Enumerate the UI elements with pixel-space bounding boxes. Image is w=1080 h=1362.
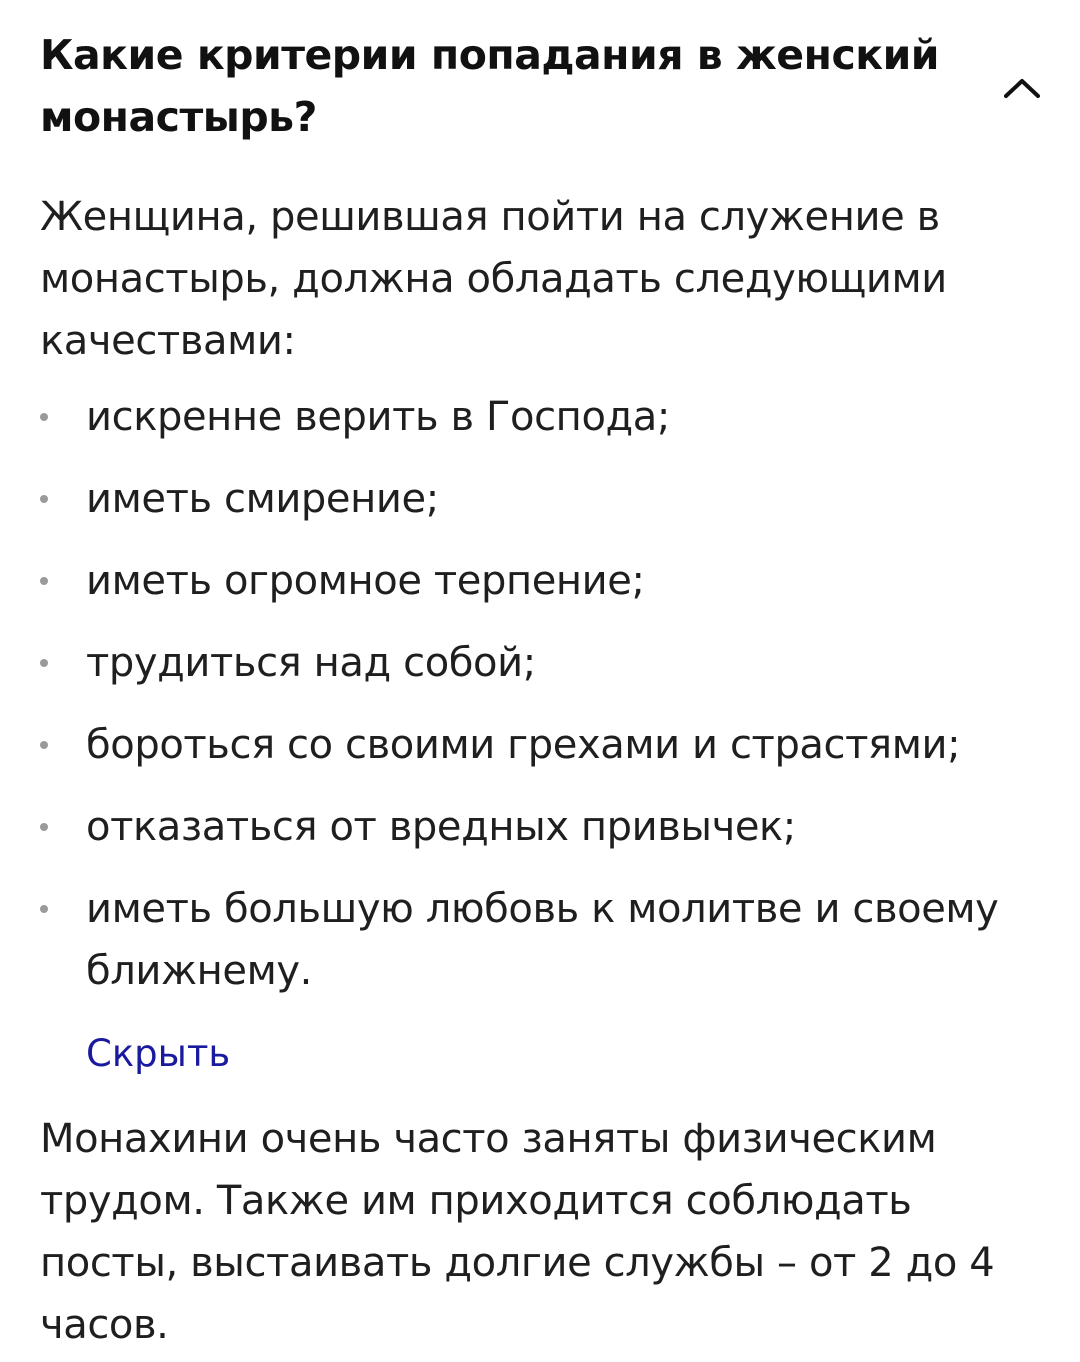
bullet-icon <box>40 413 48 421</box>
list-item-text: отказаться от вредных привычек; <box>86 804 796 850</box>
faq-header[interactable] <box>40 24 1040 148</box>
list-item <box>40 796 1040 858</box>
list-item <box>40 714 1040 776</box>
collapse-toggle-button[interactable] <box>994 64 1050 112</box>
list-item <box>40 632 1040 694</box>
list-item-text: иметь большую любовь к молитве и своему ближнему. <box>86 886 999 994</box>
hide-link[interactable]: Скрыть <box>86 1032 231 1075</box>
list-item-text: иметь смирение; <box>86 476 439 522</box>
list-item <box>40 468 1040 530</box>
bullet-icon <box>40 495 48 503</box>
list-item-text: трудиться над собой; <box>86 640 536 686</box>
chevron-up-icon <box>1003 77 1041 99</box>
bullet-icon <box>40 741 48 749</box>
bullet-icon <box>40 823 48 831</box>
qualities-list <box>40 386 1040 1002</box>
list-item <box>40 878 1040 1002</box>
list-item <box>40 386 1040 448</box>
list-item <box>40 550 1040 612</box>
answer-intro: Женщина, решившая пойти на служение в монастырь, должна обладать следующими качествами: <box>40 194 947 364</box>
answer-outro: Монахини очень часто заняты физическим трудом. Также им приходится соблюдать посты, выстаивать долгие службы – от 2 до 4 часов. <box>40 1116 995 1348</box>
list-item-text: иметь огромное терпение; <box>86 558 645 604</box>
bullet-icon <box>40 577 48 585</box>
bullet-icon <box>40 659 48 667</box>
list-item-text: искренне верить в Господа; <box>86 394 670 440</box>
answer-body <box>40 186 1040 1356</box>
question-title[interactable]: Какие критерии попадания в женский монастырь? <box>40 31 940 141</box>
list-item-text: бороться со своими грехами и страстями; <box>86 722 961 768</box>
bullet-icon <box>40 905 48 913</box>
